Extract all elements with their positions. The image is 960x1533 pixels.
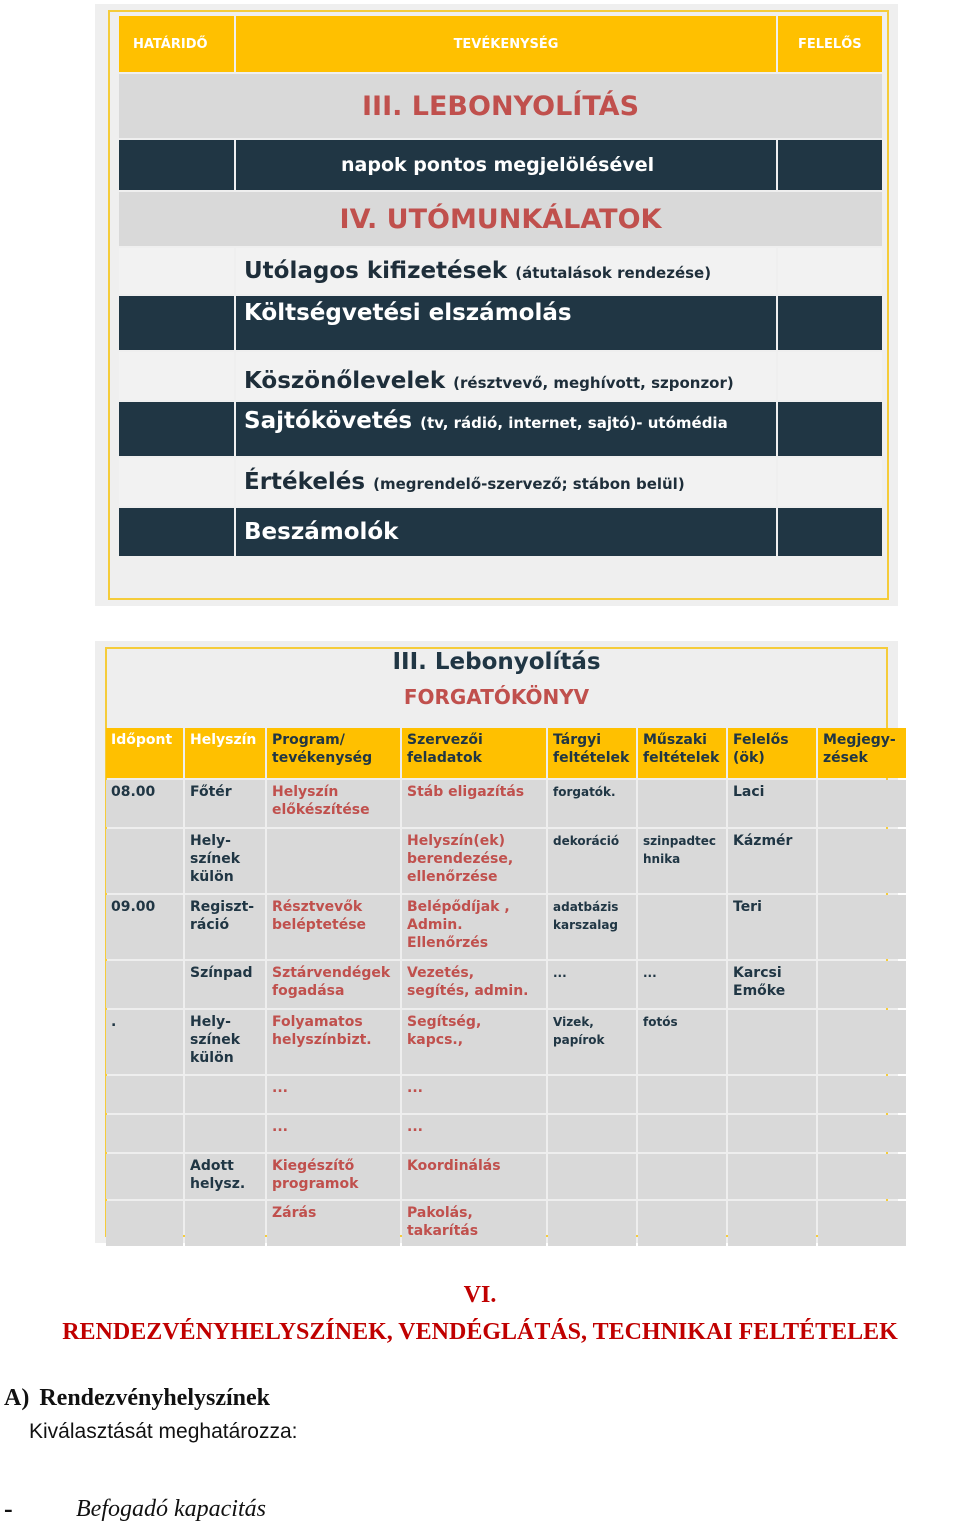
cell-location: Főtér <box>185 780 265 827</box>
cell-time: 08.00 <box>106 780 183 827</box>
cell-time <box>106 829 183 893</box>
header-responsible: FELELŐS <box>778 16 882 72</box>
table-row <box>106 780 906 827</box>
cell-responsible: Teri <box>728 895 816 959</box>
section-title-lebonyolitas: III. LEBONYOLÍTÁS <box>119 74 882 138</box>
timeline-table <box>117 14 884 558</box>
cell-location: Regiszt-ráció <box>185 895 265 959</box>
cell-technical <box>638 1076 726 1113</box>
cell-time <box>106 961 183 1008</box>
bullet-item: Befogadó kapacitás <box>76 1496 266 1522</box>
cell-time <box>106 1201 183 1246</box>
cell-program: Folyamatos helyszínbizt. <box>267 1010 400 1074</box>
cell-program: ... <box>267 1115 400 1152</box>
cell-location: Hely-színek külön <box>185 1010 265 1074</box>
section-heading <box>4 1385 270 1412</box>
cell-location <box>185 1201 265 1246</box>
cell-technical <box>638 1154 726 1199</box>
table-row <box>119 248 882 294</box>
table-row <box>106 1076 906 1113</box>
cell-technical <box>638 895 726 959</box>
cell-responsible: Karcsi Emőke <box>728 961 816 1008</box>
cell-technical <box>638 1201 726 1246</box>
table-row <box>119 508 882 556</box>
cell-tasks: Stáb eligazítás <box>402 780 546 827</box>
cell-notes <box>818 1154 906 1199</box>
cell-time <box>106 1154 183 1199</box>
cell-program: Sztárvendégek fogadása <box>267 961 400 1008</box>
script-table <box>104 726 908 1248</box>
cell-notes <box>818 1201 906 1246</box>
cell-responsible <box>728 1201 816 1246</box>
cell-technical <box>638 780 726 827</box>
table-header-row <box>119 16 882 72</box>
header-technical: Műszaki feltételek <box>638 728 726 778</box>
cell-responsible <box>728 1154 816 1199</box>
cell-responsible <box>728 1076 816 1113</box>
cell-material: dekoráció <box>548 829 636 893</box>
cell-time: . <box>106 1010 183 1074</box>
cell-program: Kiegészítő programok <box>267 1154 400 1199</box>
table-row <box>106 829 906 893</box>
cell-responsible: Kázmér <box>728 829 816 893</box>
activity-cell: Köszönőlevelek (résztvevő, meghívott, szponzor) <box>236 352 776 400</box>
cell-notes <box>818 780 906 827</box>
activity-cell: Értékelés (megrendelő-szervező; stábon belül) <box>236 458 776 506</box>
cell-material: Vizek, papírok <box>548 1010 636 1074</box>
slide-subtitle: FORGATÓKÖNYV <box>403 685 590 709</box>
cell-material: ... <box>548 961 636 1008</box>
table-row <box>119 402 882 456</box>
cell-tasks: Vezetés, segítés, admin. <box>402 961 546 1008</box>
cell-location: Színpad <box>185 961 265 1008</box>
cell-tasks: Belépődíjak , Admin. Ellenőrzés <box>402 895 546 959</box>
table-row <box>106 1154 906 1199</box>
cell-material <box>548 1154 636 1199</box>
cell-tasks: ... <box>402 1115 546 1152</box>
chapter-number: VI. <box>463 1282 497 1308</box>
cell-tasks: ... <box>402 1076 546 1113</box>
cell-responsible <box>728 1115 816 1152</box>
cell-time: 09.00 <box>106 895 183 959</box>
section-row <box>119 192 882 246</box>
cell-notes <box>818 829 906 893</box>
cell-notes <box>818 1115 906 1152</box>
cell-technical: szinpadtec hnika <box>638 829 726 893</box>
cell-material <box>548 1076 636 1113</box>
cell-notes <box>818 1076 906 1113</box>
header-tasks: Szervezői feladatok <box>402 728 546 778</box>
slide-script <box>95 641 898 1243</box>
section-title: Rendezvényhelyszínek <box>39 1385 270 1411</box>
cell-tasks: Pakolás, takarítás <box>402 1201 546 1246</box>
table-row <box>119 296 882 350</box>
section-subtitle: napok pontos megjelölésével <box>236 140 776 190</box>
cell-location <box>185 1115 265 1152</box>
bullet-mark: - <box>4 1494 13 1523</box>
cell-tasks: Segítség, kapcs., <box>402 1010 546 1074</box>
activity-cell: Sajtókövetés (tv, rádió, internet, sajtó)- utómédia <box>236 402 776 456</box>
table-row <box>106 895 906 959</box>
section-letter: A) <box>4 1385 30 1411</box>
header-activity: TEVÉKENYSÉG <box>236 16 776 72</box>
cell-technical <box>638 1115 726 1152</box>
cell-program: Zárás <box>267 1201 400 1246</box>
cell-program <box>267 829 400 893</box>
table-row <box>106 1010 906 1074</box>
section-row <box>119 74 882 138</box>
cell-time <box>106 1115 183 1152</box>
cell-technical: ... <box>638 961 726 1008</box>
cell-material: adatbázis karszalag <box>548 895 636 959</box>
cell-tasks: Helyszín(ek) berendezése, ellenőrzése <box>402 829 546 893</box>
table-row <box>106 961 906 1008</box>
activity-cell: Utólagos kifizetések (átutalások rendezése) <box>236 248 776 294</box>
cell-material <box>548 1201 636 1246</box>
header-responsible: Felelős (ök) <box>728 728 816 778</box>
cell-material <box>548 1115 636 1152</box>
table-row <box>106 1201 906 1246</box>
cell-notes <box>818 1010 906 1074</box>
cell-time <box>106 1076 183 1113</box>
cell-notes <box>818 895 906 959</box>
table-header-row <box>106 728 906 778</box>
header-material: Tárgyi feltételek <box>548 728 636 778</box>
header-program: Program/ tevékenység <box>267 728 400 778</box>
activity-cell: Beszámolók <box>236 508 776 556</box>
slide-timeline <box>95 4 898 606</box>
table-row <box>119 352 882 400</box>
cell-program: Helyszín előkészítése <box>267 780 400 827</box>
cell-notes <box>818 961 906 1008</box>
table-row <box>119 140 882 190</box>
header-deadline: HATÁRIDŐ <box>119 16 234 72</box>
cell-tasks: Koordinálás <box>402 1154 546 1199</box>
cell-location <box>185 1076 265 1113</box>
cell-technical: fotós <box>638 1010 726 1074</box>
table-row <box>106 1115 906 1152</box>
cell-responsible <box>728 1010 816 1074</box>
table-row <box>119 458 882 506</box>
cell-program: ... <box>267 1076 400 1113</box>
cell-location: Adott helysz. <box>185 1154 265 1199</box>
cell-material: forgatók. <box>548 780 636 827</box>
intro-text: Kiválasztását meghatározza: <box>29 1420 298 1443</box>
slide-title: III. Lebonyolítás <box>392 649 601 675</box>
header-location: Helyszín <box>185 728 265 778</box>
activity-cell: Költségvetési elszámolás <box>236 296 776 350</box>
cell-location: Hely-színek külön <box>185 829 265 893</box>
chapter-heading: RENDEZVÉNYHELYSZÍNEK, VENDÉGLÁTÁS, TECHNIKAI FELTÉTELEK <box>62 1319 898 1345</box>
header-notes: Megjegy-zések <box>818 728 906 778</box>
section-title-utomunkalatok: IV. UTÓMUNKÁLATOK <box>119 192 882 246</box>
header-time: Időpont <box>106 728 183 778</box>
cell-program: Résztvevők beléptetése <box>267 895 400 959</box>
cell-responsible: Laci <box>728 780 816 827</box>
